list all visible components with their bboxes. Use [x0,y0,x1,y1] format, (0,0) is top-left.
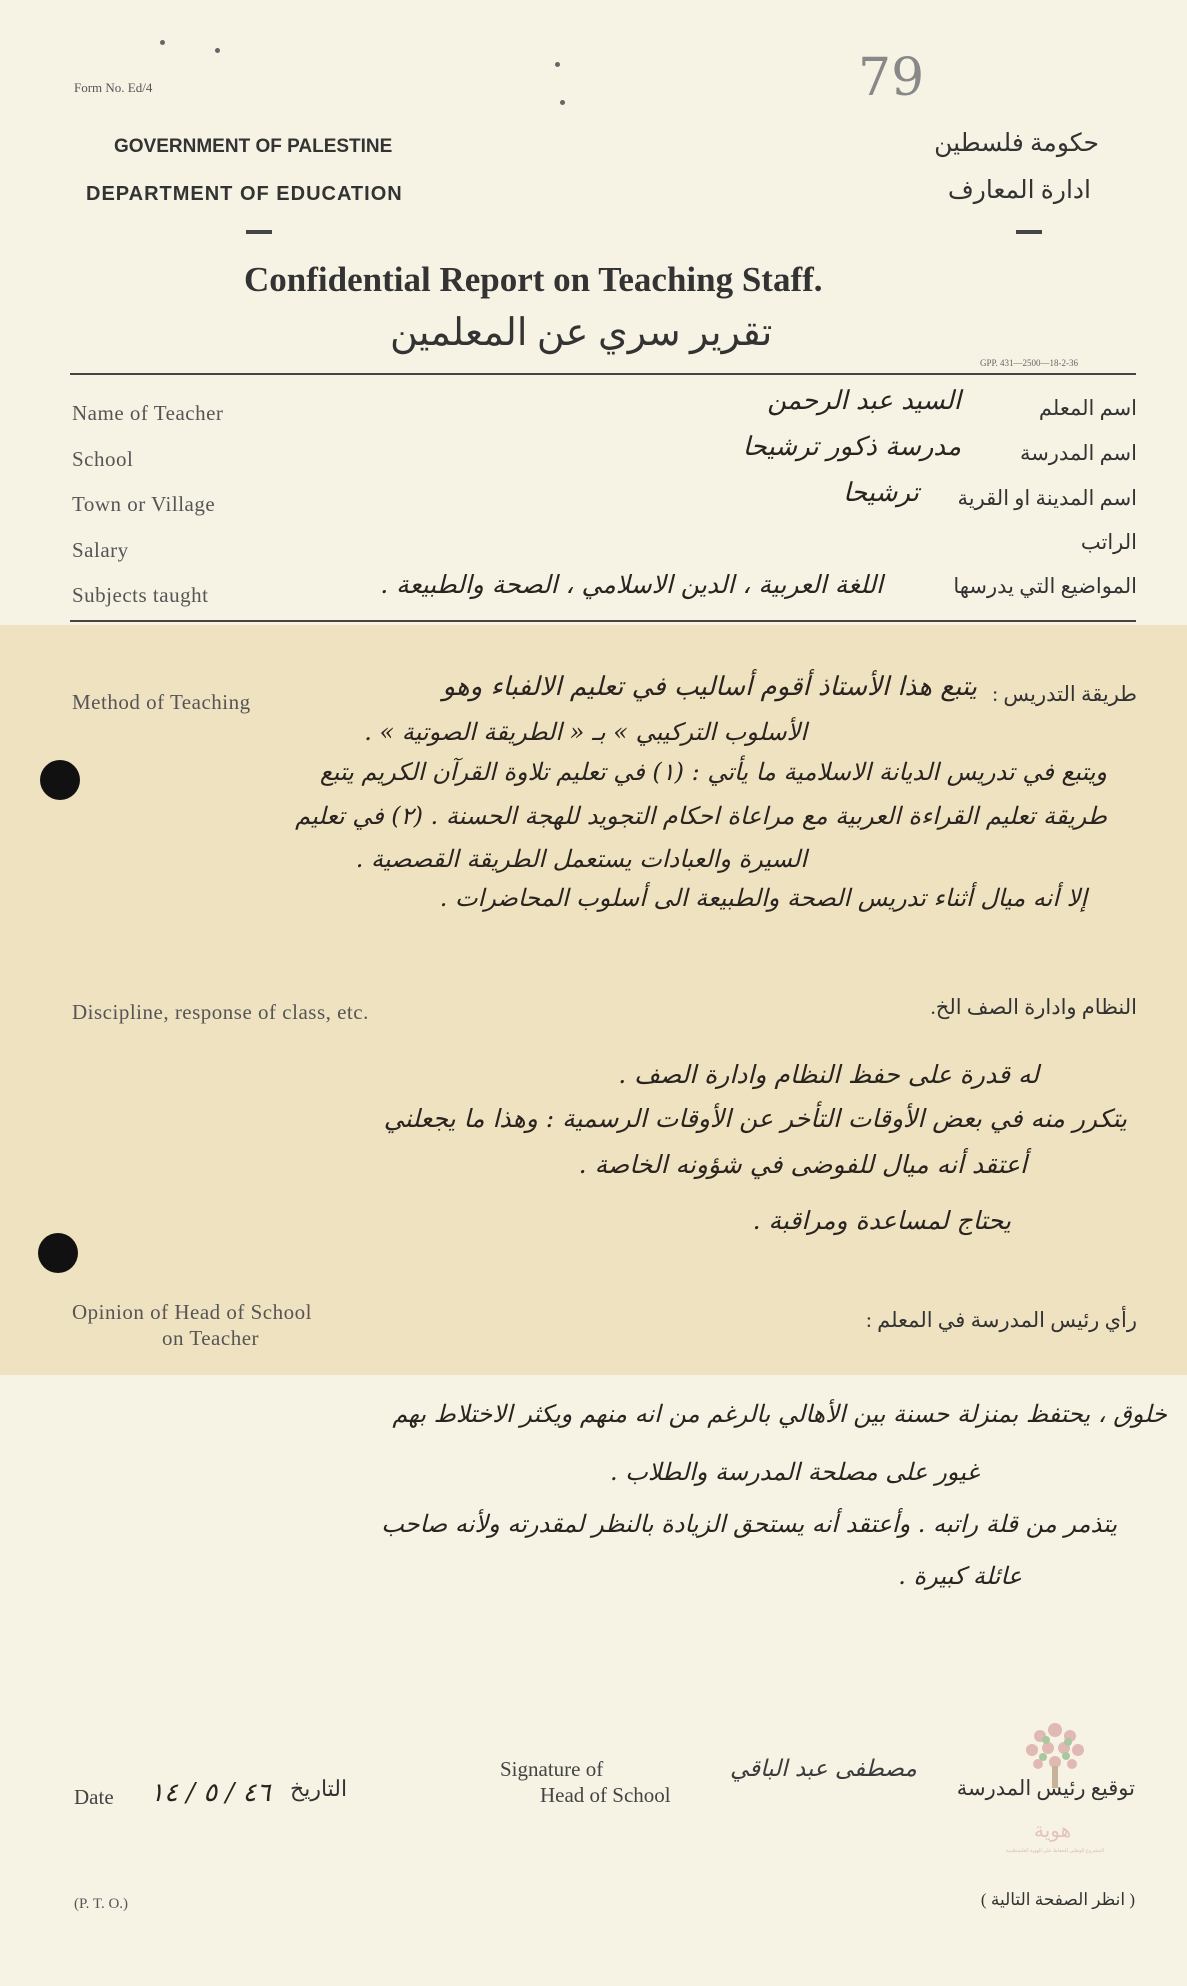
dept-title-ar: ادارة المعارف [947,177,1091,204]
opinion-label-ar: رأي رئيس المدرسة في المعلم : [866,1308,1137,1332]
method-label-ar: طريقة التدريس : [992,682,1137,706]
discipline-label-ar: النظام وادارة الصف الخ. [930,995,1137,1019]
date-label: Date [74,1785,114,1809]
gov-title-en: GOVERNMENT OF PALESTINE [114,136,393,157]
report-title-ar: تقرير سري عن المعلمين [390,312,773,354]
field-label-name-ar: اسم المعلم [1038,396,1137,420]
field-label-name: Name of Teacher [72,401,224,425]
date-value: ٤٦ / ٥ / ١٤ [150,1778,271,1808]
punch-hole-top [40,760,80,800]
method-line-3: ويتبع في تدريس الديانة الاسلامية ما يأتي : (١) في تعليم تلاوة القرآن الكريم يتبع [319,758,1107,786]
method-line-4: طريقة تعليم القراءة العربية مع مراعاة احكام التجويد للهجة الحسنة . (٢) في تعليم [295,802,1107,830]
discipline-line-3: أعتقد أنه ميال للفوضى في شؤونه الخاصة . [578,1150,1027,1179]
form-number: Form No. Ed/4 [74,80,153,95]
field-label-school: School [72,447,134,471]
method-line-1: يتبع هذا الأستاذ أقوم أساليب في تعليم الالفباء وهو [442,672,977,702]
print-code: GPP. 431—2500—18-2-36 [980,358,1079,368]
town-value: ترشيحا [843,478,919,508]
signature-label-2: Head of School [540,1783,671,1807]
gov-title-ar: حكومة فلسطين [934,130,1099,157]
opinion-label-2: on Teacher [162,1326,260,1350]
field-label-school-ar: اسم المدرسة [1019,441,1137,465]
head-signature: مصطفى عبد الباقي [730,1756,917,1782]
signature-label-1: Signature of [500,1757,604,1781]
field-label-subjects: Subjects taught [72,583,209,607]
pto-en: (P. T. O.) [74,1896,129,1912]
discipline-line-1: له قدرة على حفظ النظام وادارة الصف . [618,1060,1039,1089]
discipline-line-4: يحتاج لمساعدة ومراقبة . [752,1206,1011,1235]
opinion-line-2: غيور على مصلحة المدرسة والطلاب . [610,1458,979,1486]
school-value: مدرسة ذكور ترشيحا [742,432,961,462]
method-line-5: السيرة والعبادات يستعمل الطريقة القصصية . [355,845,807,873]
discipline-label: Discipline, response of class, etc. [72,1000,369,1024]
dept-title-en: DEPARTMENT OF EDUCATION [86,183,403,205]
field-label-subjects-ar: المواضيع التي يدرسها [953,574,1137,598]
field-label-town: Town or Village [72,492,216,516]
field-label-salary-ar: الراتب [1080,530,1137,554]
pto-ar: ( انظر الصفحة التالية ) [980,1890,1135,1909]
subjects-value: اللغة العربية ، الدين الاسلامي ، الصحة والطبيعة . [380,570,883,599]
method-line-2: الأسلوب التركيبي » بـ « الطريقة الصوتية » . [364,718,807,746]
watermark-caption: المشروع الوطني للحفاظ على الهوية الفلسطينية [1005,1849,1105,1854]
field-label-salary: Salary [72,538,129,562]
opinion-line-4: عائلة كبيرة . [898,1562,1022,1590]
watermark-tree-icon [1010,1710,1100,1830]
punch-hole-bottom [38,1233,78,1273]
method-line-6: إلا أنه ميال أثناء تدريس الصحة والطبيعة الى أسلوب المحاضرات . [439,884,1087,912]
opinion-line-1: خلوق ، يحتفظ بمنزلة حسنة بين الأهالي بالرغم من انه منهم ويكثر الاختلاط بهم [392,1400,1167,1428]
page-number: 79 [858,48,925,108]
teacher-name-value: السيد عبد الرحمن [767,386,961,416]
method-label: Method of Teaching [72,690,251,714]
opinion-label-1: Opinion of Head of School [72,1300,312,1324]
field-label-town-ar: اسم المدينة او القرية [957,486,1137,510]
report-title-en: Confidential Report on Teaching Staff. [244,260,823,299]
discipline-line-2: يتكرر منه في بعض الأوقات التأخر عن الأوقات الرسمية : وهذا ما يجعلني [383,1104,1127,1133]
opinion-line-3: يتذمر من قلة راتبه . وأعتقد أنه يستحق الزيادة بالنظر لمقدرته ولأنه صاحب [381,1510,1117,1538]
signature-label-ar: توقيع رئيس المدرسة [956,1776,1135,1800]
watermark-text: هوية [1034,1820,1072,1842]
date-label-ar: التاريخ [290,1776,348,1801]
